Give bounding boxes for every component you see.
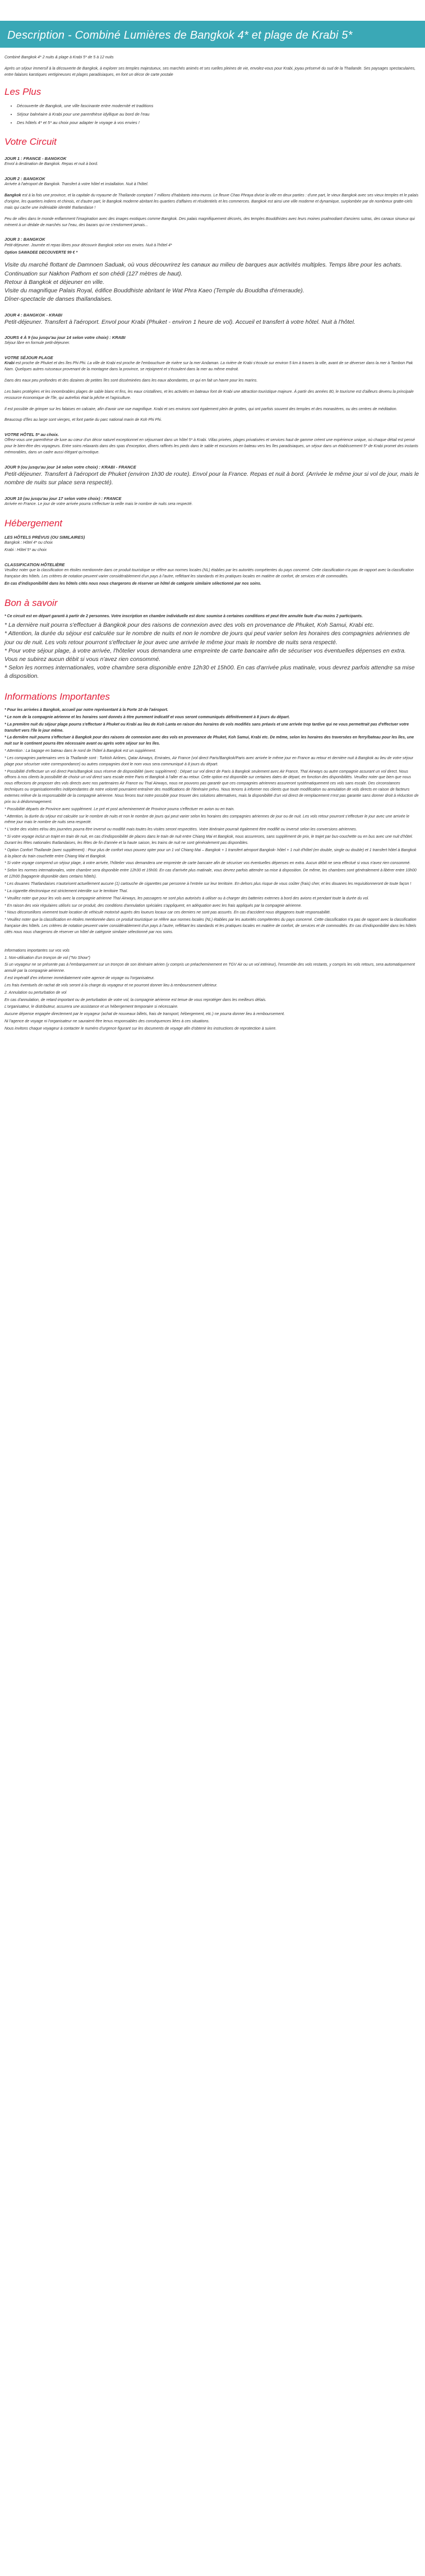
info-note: * Attention : La bagage en bateau dans le nord de l'hôtel à Bangkok est un supplément. — [4, 749, 156, 754]
info-note: * L'ordre des visites et/ou des journées pourra être inversé ou modifié mais toutes les visites seront respectées. Votre itinéraire pourrait également être modifié ou inversé selon les conversions aériennes. — [4, 828, 357, 832]
guaranteed-departure-note: * Ce circuit est en départ garanti à partir de 2 personnes. Votre inscription en chambre individuelle est donc soumise à certaines conditions et peut être annulée faute d'au moins 2 participants. — [4, 614, 363, 619]
bon-note-1: * La dernière nuit pourra s'effectuer à Bangkok pour des raisons de connexion avec des vols en provenance de Phuket, Koh Samui, Krabi etc. — [4, 622, 375, 629]
day10-text: Arrivée en France. Le jour de votre arrivée pourra s'effectuer la veille mais le nombre de nuits sera respecté. — [4, 502, 193, 506]
day9-text: Petit-déjeuner. Transfert à l'aéroport de Phuket (environ 1h30 de route). Envol pour la France. Repas et nuit à bord. (Arrivée le même jour si vol de jour, mais le nombre de nuits sur place sera respecté). — [4, 471, 419, 486]
info-note: * La cigarette électronique est strictement interdite sur le territoire Thaï. — [4, 889, 128, 893]
day3-option-line2: Continuation sur Nakhon Pathom et son chédi (127 mètres de haut). — [4, 270, 183, 277]
day3-title: JOUR 3 : BANGKOK — [4, 237, 45, 242]
info-note: * Les compagnies partenaires vers la Thaïlande sont : Turkish Airlines, Qatar Airways, Emirates, Air France (vol direct Paris/Bangkok/Paris avec arrivée le même jour en France au retour et dernière nuit à Bangkok au lieu de votre séjour plage pour sécuriser votre correspondance) ou autres compagnies dont le nom vous sera communiqué à 8 jours du départ. — [4, 756, 413, 766]
info-note: * La première nuit du séjour plage pourra s'effectuer à Phuket ou Krabi au lieu de Koh Lanta en raison des horaires de vols modifiés sans préavis et une arrivée trop tardive qui ne vous permettrait pas d'effectuer votre transfert vers l'île le jour même. — [4, 722, 409, 733]
infos-section — [4, 691, 419, 1032]
day1-text: Envol à destination de Bangkok. Repas et nuit à bord. — [4, 162, 98, 167]
classification-text: Veuillez noter que la classification en étoiles mentionnée dans ce produit touristique se réfère aux normes locales (NL) établies par les autorités compétentes du pays concerné. Cette classification n'a pas de rapport avec la classification française des hôtels. Les critères de notation peuvent varier considérablement d'un pays à l'autre, reflétant les standards et les pratiques locales en matière de confort, de services et de commodités. — [4, 568, 414, 579]
flights-info-line: Nous invitons chaque voyageur à contacter le numéro d'urgence figurant sur les documents de voyage afin d'obtenir les instructions de reprotection à suivre. — [4, 1027, 277, 1031]
day2-bangkok-text — [4, 193, 419, 212]
info-note: * Les douanes Thaïlandaises n'autorisent actuellement aucune (1) cartouche de cigarettes par personne à l'entrée sur leur territoire. En dehors plus risque de vous coûter (frais) cher, et les douanes les requisitionneront de toute façon ! — [4, 881, 412, 886]
plus-item: • Séjour balnéaire à Krabi pour une parenthèse idyllique au bord de l'eau — [17, 111, 419, 117]
info-note: * Nous déconseillons vivement toute location de véhicule motorisé auprès des loueurs locaux car ces derniers ne sont pas assurés. En cas d'accident nous dégageons toute responsabilité. — [4, 911, 331, 915]
day2-arrival: Arrivée à l'aéroport de Bangkok. Transfert à votre hôtel et installation. Nuit à l'hôtel. — [4, 182, 149, 187]
info-note: * Selon les normes internationales, votre chambre sera disponible entre 12h30 et 15h00. En cas d'arrivée plus matinale, vous devrez parfois attendre sa mise à disposition. De même, les chambres sont généralement à libérer entre 10h00 et 12h00 (bagagerie disponible dans certains hôtels). — [4, 869, 417, 879]
info-note: * Veuillez noter que pour les vols avec la compagnie aérienne Thaï Airways, les passagers ne sont plus autorisés à utiliser ou à charger des batteries externes à bord des avions et pendant toute la durée du vol. — [4, 896, 369, 901]
intro-text: Après un séjour immersif à la découverte de Bangkok, à explorer ses temples majestueux, ses marchés animés et ses ruelles pleines de vie, envolez-vous pour Krabi, joyau préservé du sud de la Thaïlande. Ses paysages spectaculaires, entre falaises karstiques vertigineuses et plages paradisiaques, en font un décor de carte postale — [4, 66, 416, 77]
bon-note-4: * Selon les normes internationales, votre chambre sera disponible entre 12h30 et 15h00. En cas d'arrivée plus matinale, vous devrez parfois attendre sa mise à disposition. — [4, 664, 415, 680]
hotel-bangkok: Bangkok : Hôtel 4* ou choix — [4, 541, 53, 545]
day3-option-line1: Visite du marché flottant de Damnoen Saduak, où vous découvrirez les canaux au milieu de barques aux activités multiples. Temps libre pour les achats. — [4, 261, 403, 269]
bon-a-savoir-section — [4, 598, 419, 681]
day1-title: JOUR 1 : FRANCE - BANGKOK — [4, 156, 67, 162]
day10-title: JOUR 10 (ou jusqu'au jour 17 selon votre choix) : FRANCE — [4, 495, 122, 501]
day3-option: Option SAWADEE DECOUVERTE 99 € * — [4, 250, 78, 255]
hotel-krabi: Krabi : Hôtel 5* au choix — [4, 548, 47, 553]
classification-note: En cas d'indisponibilité dans les hôtels cités nous nous chargerons de réserver un hôtel de catégorie similaire sélectionné par nos soins. — [4, 582, 261, 586]
plus-list — [17, 103, 419, 126]
stay-title: VOTRE SÉJOUR PLAGE — [4, 355, 53, 361]
plus-section — [4, 86, 419, 126]
info-note: * Attention, la durée du séjour est calculée sur le nombre de nuits et non le nombre de jours qui peut varier selon les horaires des compagnies aériennes de jour ou de nuit. Les vols retour pourront s'effectuer le jour avec une arrivée le même jour mais le nombre de nuits sera respecté. — [4, 814, 410, 825]
plus-item: • Des hôtels 4* et 5* au choix pour adapter le voyage à vos envies ! — [17, 120, 419, 126]
intro-section — [4, 55, 419, 79]
info-note: * Possibilité d'effectuer un vol direct Paris/Bangkok sous réserve de disponibilité (avec supplément) : Départ sur vol direct de Paris à Bangkok seulement avec Air France, Thaï Airways ou autre compagnie assurant un vol direct. Nous offrons à nos clients la possibilité de choisir un vol direct sans escale entre Paris et Bangkok à l'aller et au retour. Cette option est disponible sur certaines dates de départ, en fonction des disponibilités. Veuillez noter que bien que nous nous efforcions de proposer des vols directs avec nos partenaires Air France ou Thaï Airways, nous ne pouvons pas garantir que ces compagnies aériennes assureront systématiquement ces vols sans escale. Des circonstances techniques ou organisationnelles indépendantes de notre volonté pourraient entraîner des modifications de l'itinéraire prévu. Nous tenons à informer nos clients que toute modification ou annulation de vols directs en raison de facteurs externes relève de la responsabilité de la compagnie aérienne. Nous ferons tout notre possible pour trouver des solutions alternatives, mais la disponibilité d'un vol direct de remplacement n'est pas garantie sans donner droit à réduction de prix ou à dédommagement. — [4, 769, 419, 804]
flights-info-line: Ni l'agence de voyage ni l'organisateur ne sauraient être tenus responsables des conséquences liées à ces situations. — [4, 1020, 210, 1024]
day9-title: JOUR 9 (ou jusqu'au jour 14 selon votre choix) : KRABI - FRANCE — [4, 465, 136, 470]
bon-a-savoir-heading: Bon à savoir — [4, 597, 58, 608]
day4-title: JOUR 4 : BANGKOK - KRABI — [4, 312, 62, 318]
stay-text-2: Dans des eaux peu profondes et des dizaines de petites îles sont disséminées dans les eaux abondantes, ce qui en fait un havre pour les marins. — [4, 379, 258, 383]
circuit-section — [4, 136, 419, 508]
day2-more: Peu de villes dans le monde enflamment l'imagination avec des images exotiques comme Bangkok. Des palais magnifiquement décorés, des temples Bouddhistes avec leurs moines psalmodiant d'anciens sutras, des canaux sinueux qui mènent à un dédale de marchés sur l'eau, des bazars qui ne s'endorment jamais... — [4, 217, 415, 227]
info-note: * Option Confort Thaïlande (avec supplément) : Pour plus de confort vous pouvez opter pour un 1 vol Chiang Mai – Bangkok + 1 transfert aéroport Bangkok- hôtel + 1 nuit d'hôtel (en double, single ou double) et 1 transfert hôtel à Bangkok à la place du train couchette entre Chiang Mai et Bangkok. — [4, 848, 417, 858]
hotels-subtitle: LES HÔTELS PRÉVUS (OU SIMILAIRES) — [4, 535, 85, 540]
bon-note-3: * Pour votre séjour plage, à votre arrivée, l'hôtelier vous demandera une empreinte de carte bancaire afin de sécuriser vos éventuelles dépenses en extra. Vous ne subirez aucun débit si vous n'avez rien consommé. — [4, 647, 406, 663]
info-note: * Possibilité départs de Province avec supplément. Le pré et post acheminement de Province pourra s'effectuer en avion ou en train. — [4, 807, 235, 811]
flights-info-line: En cas d'annulation, de retard important ou de perturbation de votre vol, la compagnie aérienne est tenue de vous reprotéger dans les meilleurs délais. — [4, 998, 267, 1002]
info-note: * Veuillez noter que la classification en étoiles mentionnée dans ce produit touristique se réfère aux normes locales (NL) établies par les autorités compétentes du pays concerné. Cette classification n'a pas de rapport avec la classification française des hôtels. Les critères de notation peuvent varier considérablement d'un pays à l'autre, reflétant les standards et les pratiques locales en matière de confort, de services et de commodités. En cas d'indisponibilité dans les hôtels cités nous nous chargerons de réserver un hôtel de catégorie similaire sélectionné par nos soins. — [4, 918, 417, 934]
hotel-text: Offrez-vous une parenthèse de luxe au cœur d'un décor naturel exceptionnel en séjournant dans un hôtel 5* à Krabi. Villas privées, plages privatisées et services haut de gamme créent une expérience unique, où chaque détail est pensé pour le bien-être des voyageurs. Entre soins relaxants dans des spas d'exception, dîners raffinés les pieds dans le sable et excursions en bateau vers les îles paradisiaques, un séjour dans un établissement 5* de Krabi promet des instants mémorables, dans un cadre aussi élégant qu'exotique. — [4, 438, 418, 455]
day4-text: Petit-déjeuner. Transfert à l'aéroport. Envol pour Krabi (Phuket - environ 1 heure de vol). Accueil et transfert à votre hôtel. Nuit à l'hôtel. — [4, 318, 355, 325]
flights-info-line: 1. Non-utilisation d'un tronçon de vol ("No Show") — [4, 956, 90, 960]
flights-info-line: Si un voyageur ne se présente pas à l'embarquement sur un tronçon de son itinéraire aérien (y compris un préacheminement en TGV Air ou un vol intérieur), l'ensemble des vols restants, y compris les vols retours, sera automatiquement annulé par la compagnie aérienne. — [4, 963, 415, 974]
stay-text-3: Les baies protégées et les innombrables plages de sable blanc et fins, les eaux cristallines, et les activités en bateaux font de Krabi une attraction touristique majeure. À partir des années 80, le tourisme est d'ailleurs devenu la principale ressource économique de l'île, qui autrefois était la pêche et l'agriculture. — [4, 389, 414, 400]
flights-info-line: 2. Annulation ou perturbation de vol — [4, 990, 67, 995]
info-note: * Si votre voyage comprend un séjour plage, à votre arrivée, l'hôtelier vous demandera une empreinte de carte bancaire afin de sécuriser vos éventuelles dépenses en extra. Aucun débit ne sera effectué si vous n'avez rien consommé. — [4, 861, 411, 866]
flights-info-line: Il est impératif d'en informer immédiatement votre agence de voyage ou l'organisateur. — [4, 976, 155, 981]
flights-info-line: L'organisateur, le distributeur, assurera une assistance et un hébergement temporaire si nécessaire. — [4, 1005, 178, 1009]
bangkok-label: Bangkok — [4, 194, 21, 198]
description-banner: Description - Combiné Lumières de Bangkok 4* et plage de Krabi 5* — [0, 21, 425, 48]
hotel-title: VOTRE HÔTEL 5* au choix. — [4, 432, 59, 438]
plus-item: • Découverte de Bangkok, une ville fascinante entre modernité et traditions — [17, 103, 419, 109]
classification-title: CLASSIFICATION HÔTELIÈRE — [4, 562, 65, 568]
flights-info-title: Informations importantes sur vos vols — [4, 948, 70, 953]
krabi-description: est proche de Phuket et des îles Phi Phi. La ville de Krabi est proche de l'embouchure de rivière sur la mer Andaman. La rivière de Krabi s'écoule sur environ 5 km à travers la ville, avant de se déverser dans la mer à Tambon Pak Nam. Quelques autres ruisseaux provenant de la montagne dans la province, se rejoignent et s'écoulent dans la mer au même endroit. — [4, 361, 413, 372]
flights-info-line: Aucune dépense engagée directement par le voyageur (achat de nouveaux billets, frais de transport, hébergement, etc.) ne pourra donner lieu à remboursement. — [4, 1012, 285, 1017]
infos-heading: Informations Importantes — [4, 691, 110, 702]
day2-title: JOUR 2 : BANGKOK — [4, 176, 45, 182]
info-note: * Si votre voyage inclut un trajet en train de nuit, en cas d'indisponibilité de places dans le train de nuit entre Chiang Mai et Bangkok, nous assurerons, sans supplément de prix, le trajet par bus-couchette ou en bus avec une nuit d'hôtel. Durant les fêtes nationales thaïlandaises, les fêtes de fin d'année et la haute saison, les trains de nuit ne sont généralement pas disponibles. — [4, 835, 413, 845]
day3-option-line5: Dîner-spectacle de danses thaïlandaises. — [4, 296, 113, 303]
main-content — [4, 55, 419, 1034]
info-note: * En raison des voix régulaires utilisés sur ce produit, des conditions d'annulation spéciales s'appliquent, en adéquation avec les frais appliqués par la compagnie aérienne. — [4, 903, 302, 908]
day3-option-line4: Visite du magnifique Palais Royal, édifice Bouddhiste abritant le Wat Phra Kaeo (Temple du Bouddha d'émeraude). — [4, 287, 304, 295]
info-note: * Le nom de la compagnie aérienne et les horaires sont donnés à titre purement indicatif et vous seront communiqués définitivement à 8 jours du départ. — [4, 715, 290, 719]
bangkok-description: est à la fois une province, et la capitale du royaume de Thaïlande comptant 7 millions d'habitants intra-muros. Le fleuve Chao Phraya divise la ville en deux parties : d'une part, le vieux Bangkok avec ses vieux temples et le palais d'origine, les quartiers indiens et chinois, et d'autre part, le Bangkok moderne abritant les quartiers d'affaires et résidentiels et les commerces. Bangkok est ainsi une ville moderne et dynamique, surplombée par de nombreux gratte-ciels mais qui cache une indéniable identité thaïlandaise ! — [4, 194, 419, 210]
krabi-label: Krabi — [4, 361, 15, 366]
flights-info-line: Les frais éventuels de rachat de vols seront à la charge du voyageur et ne pourront donner lieu à remboursement ultérieur. — [4, 983, 218, 988]
plus-heading: Les Plus — [4, 86, 41, 97]
bon-note-2: * Attention, la durée du séjour est calculée sur le nombre de nuits et non le nombre de jours qui peut varier selon les horaires des compagnies aériennes de jour ou de nuit. Les vols retour pourront s'effectuer le jour avec une arrivée le même jour mais le nombre de nuits sera respecté. — [4, 630, 410, 646]
info-note: * La dernière nuit pourra s'effectuer à Bangkok pour des raisons de connexion avec des vols en provenance de Phuket, Koh Samui, Krabi etc. De même, selon les horaires des traversées en ferry/bateau pour les îles, une nuit sur le continent pourra être nécessaire avant ou après votre séjour sur les îles. — [4, 736, 414, 746]
hebergement-heading: Hébergement — [4, 517, 63, 529]
info-note: * Pour les arrivées à Bangkok, accueil par notre représentant à la Porte 10 de l'aéroport. — [4, 708, 168, 713]
hebergement-section — [4, 518, 419, 587]
intro-subtitle: Combiné Bangkok 4* 2 nuits & plage à Krabi 5* de 5 à 12 nuits — [4, 56, 114, 59]
stay-text-4: Il est possible de grimper sur les falaises en calcaire, afin d'avoir une vue magnifique. Krabi et ses environs sont également plein de grottes, qui ont parfois souvent des temples et des monastères, ou des centres de méditation. — [4, 407, 398, 411]
stay-krabi-text — [4, 361, 419, 373]
day5-text: Séjour libre en formule petit-déjeuner. — [4, 341, 70, 346]
circuit-heading: Votre Circuit — [4, 136, 57, 147]
day3-option-line3: Retour à Bangkok et déjeuner en ville. — [4, 278, 105, 286]
day5-title: JOURS 4 À 9 (ou jusqu'au jour 14 selon votre choix) : KRABI — [4, 334, 126, 340]
stay-text-5: Beaucoup d'îles au large sont vierges, et font partie du parc national marin de Koh Phi Phi. — [4, 418, 162, 423]
day3-text: Petit-déjeuner. Journée et repas libres pour découvrir Bangkok selon vos envies. Nuit à l'hôtel 4* — [4, 243, 172, 247]
